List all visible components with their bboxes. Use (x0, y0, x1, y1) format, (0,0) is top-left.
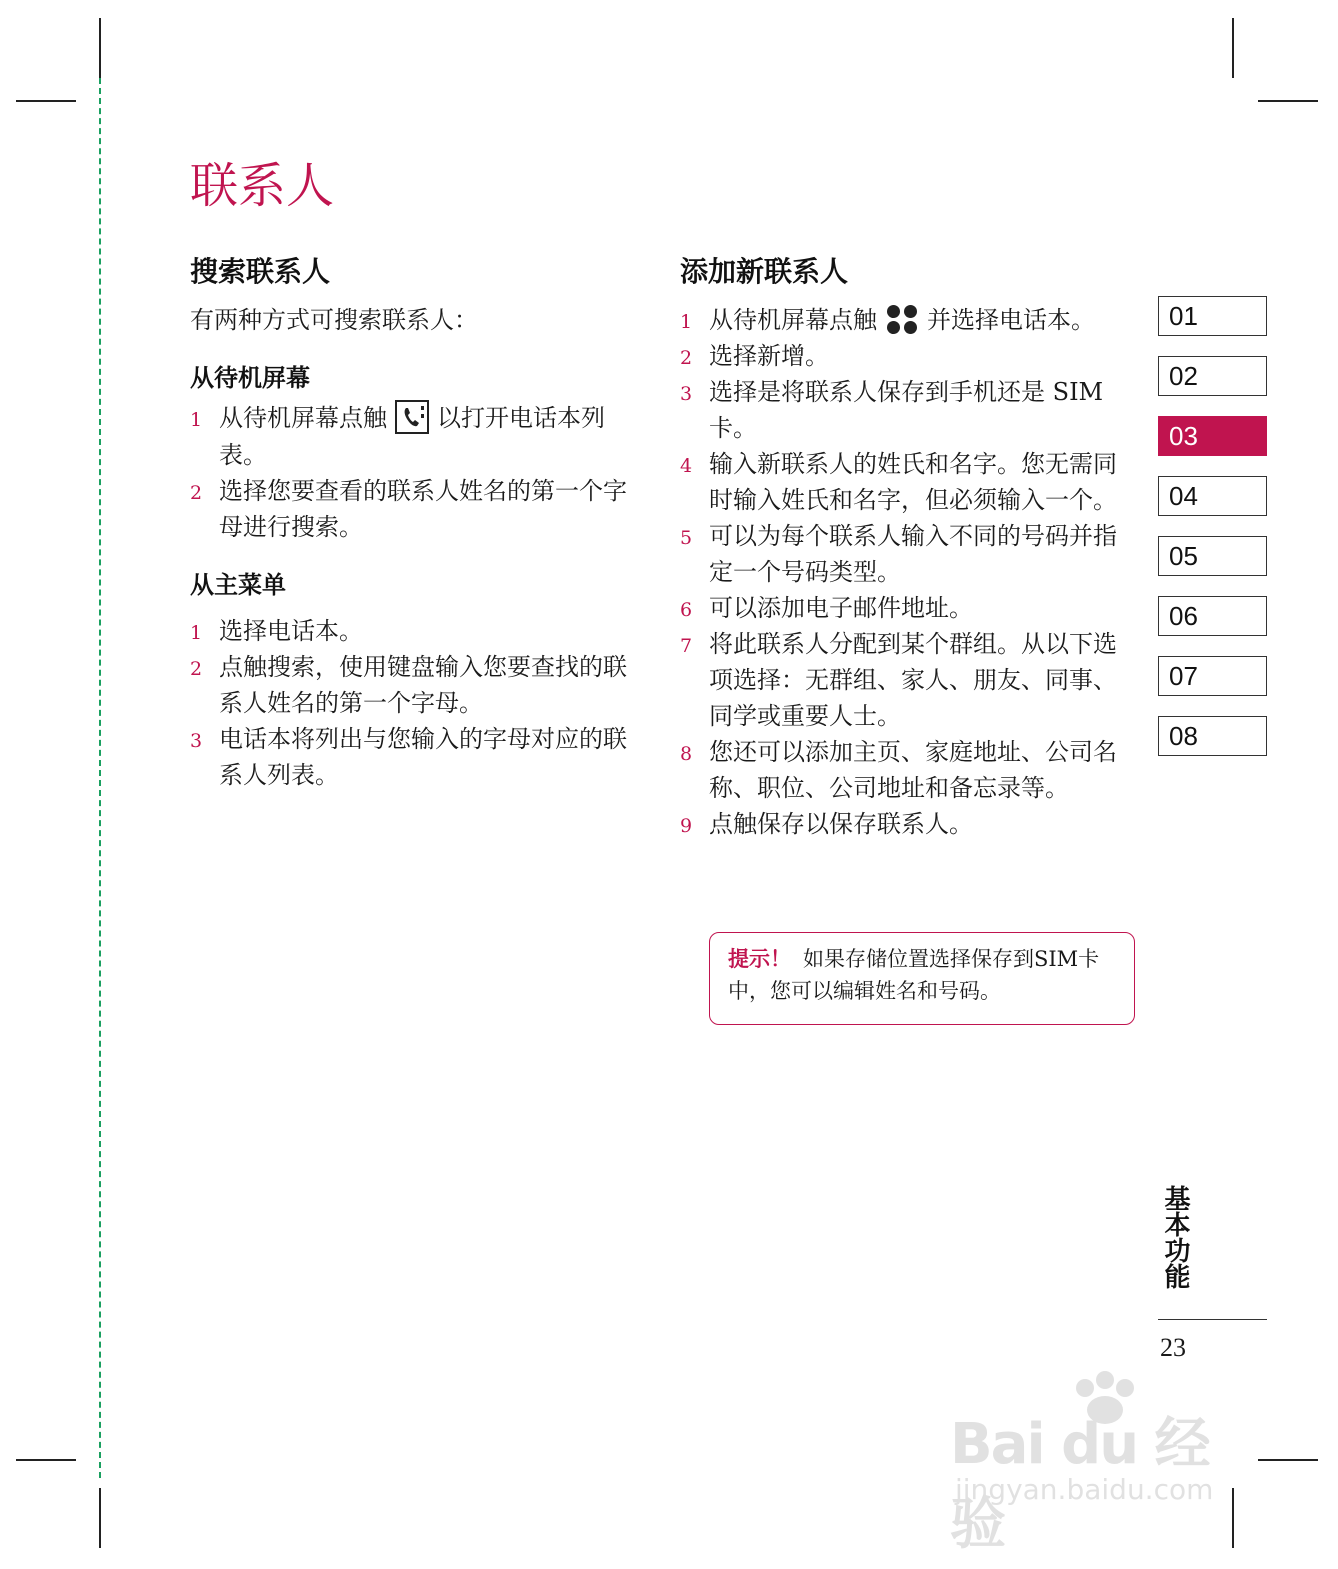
step-number: 1 (680, 311, 693, 333)
watermark-brand: Bai du 经验 (950, 1412, 1209, 1557)
step-text: 电话本将列出与您输入的字母对应的联系人列表。 (219, 724, 627, 789)
step-text: 您还可以添加主页、家庭地址、公司名称、职位、公司地址和备忘录等。 (709, 738, 1117, 802)
list-item (190, 473, 645, 545)
chapter-tab-04[interactable]: 04 (1158, 476, 1267, 516)
crop-mark (16, 1459, 76, 1461)
list-item (680, 302, 1135, 338)
step-number: 2 (190, 481, 203, 504)
chapter-tab-06[interactable]: 06 (1158, 596, 1267, 636)
chapter-tab-03[interactable]: 03 (1158, 416, 1267, 456)
step-number: 9 (680, 815, 693, 837)
step-text: 并选择电话本。 (927, 306, 1095, 334)
step-text: 从待机屏幕点触 (709, 306, 877, 334)
subheading-main-menu: 从主菜单 (190, 570, 286, 599)
step-number: 5 (680, 527, 693, 549)
step-number: 8 (680, 743, 693, 765)
list-item (680, 626, 1135, 734)
step-number: 4 (680, 455, 693, 477)
section-heading: 添加新联系人 (680, 255, 849, 288)
add-contact-section (680, 252, 1135, 842)
tip-text: 如果存储位置选择保存到SIM卡中，您可以编辑姓名和号码。 (728, 947, 1100, 1003)
list-item (680, 590, 1135, 626)
crop-mark (1258, 1459, 1318, 1461)
step-text: 选择您要查看的联系人姓名的第一个字母进行搜索。 (219, 476, 627, 541)
crop-mark (99, 18, 101, 78)
list-item (190, 721, 645, 793)
step-number: 3 (190, 729, 203, 752)
page-number: 23 (1160, 1333, 1186, 1362)
watermark (950, 1370, 1250, 1557)
step-text: 选择新增。 (709, 342, 829, 370)
chapter-tab-05[interactable]: 05 (1158, 536, 1267, 576)
watermark-site: jingyan.baidu.com (955, 1473, 1214, 1506)
list-item (680, 446, 1135, 518)
list-item (680, 734, 1135, 806)
step-number: 3 (680, 383, 693, 405)
divider (1158, 1319, 1267, 1320)
phone-book-icon (395, 400, 429, 434)
step-number: 2 (190, 657, 203, 680)
subheading-standby: 从待机屏幕 (190, 364, 310, 392)
chapter-tab-02[interactable]: 02 (1158, 356, 1267, 396)
crop-mark (99, 1488, 101, 1548)
step-number: 1 (190, 409, 203, 431)
step-text: 从待机屏幕点触 (219, 404, 387, 432)
step-text: 可以添加电子邮件地址。 (709, 594, 973, 622)
menu-grid-icon (885, 303, 919, 335)
step-number: 1 (190, 621, 203, 644)
step-number: 6 (680, 599, 693, 621)
main-menu-steps (190, 613, 645, 793)
list-item (190, 649, 645, 721)
step-text: 选择电话本。 (219, 616, 363, 645)
chapter-tabs (1158, 296, 1267, 776)
list-item (190, 400, 645, 473)
search-contacts-section (190, 252, 645, 793)
binding-guide-line (99, 78, 101, 1478)
step-text: 点触保存以保存联系人。 (709, 810, 973, 838)
step-text: 可以为每个联系人输入不同的号码并指定一个号码类型。 (709, 522, 1117, 586)
page-title: 联系人 (190, 158, 335, 214)
list-item (680, 518, 1135, 590)
tip-box (709, 932, 1135, 1025)
add-contact-steps (680, 302, 1135, 842)
chapter-tab-07[interactable]: 07 (1158, 656, 1267, 696)
list-item (680, 338, 1135, 374)
crop-mark (16, 100, 76, 102)
standby-steps (190, 400, 645, 545)
chapter-label: 基本功能 (1160, 1185, 1190, 1289)
step-text: 点触搜索，使用键盘输入您要查找的联系人姓名的第一个字母。 (219, 652, 627, 717)
step-text: 将此联系人分配到某个群组。从以下选项选择：无群组、家人、朋友、同事、同学或重要人士。 (709, 630, 1117, 730)
crop-mark (1232, 18, 1234, 78)
step-text: 选择是将联系人保存到手机还是 SIM 卡。 (709, 378, 1104, 442)
step-number: 2 (680, 347, 693, 369)
step-number: 7 (680, 635, 693, 657)
chapter-tab-08[interactable]: 08 (1158, 716, 1267, 756)
crop-mark (1258, 100, 1318, 102)
section-intro: 有两种方式可搜索联系人： (190, 306, 478, 334)
list-item (190, 613, 645, 649)
chapter-tab-01[interactable]: 01 (1158, 296, 1267, 336)
step-text: 以打开电话本列表。 (219, 404, 605, 469)
list-item (680, 806, 1135, 842)
tip-label: 提示！ (728, 947, 791, 971)
step-text: 输入新联系人的姓氏和名字。您无需同时输入姓氏和名字，但必须输入一个。 (709, 450, 1117, 514)
list-item (680, 374, 1135, 446)
section-heading: 搜索联系人 (190, 255, 331, 288)
